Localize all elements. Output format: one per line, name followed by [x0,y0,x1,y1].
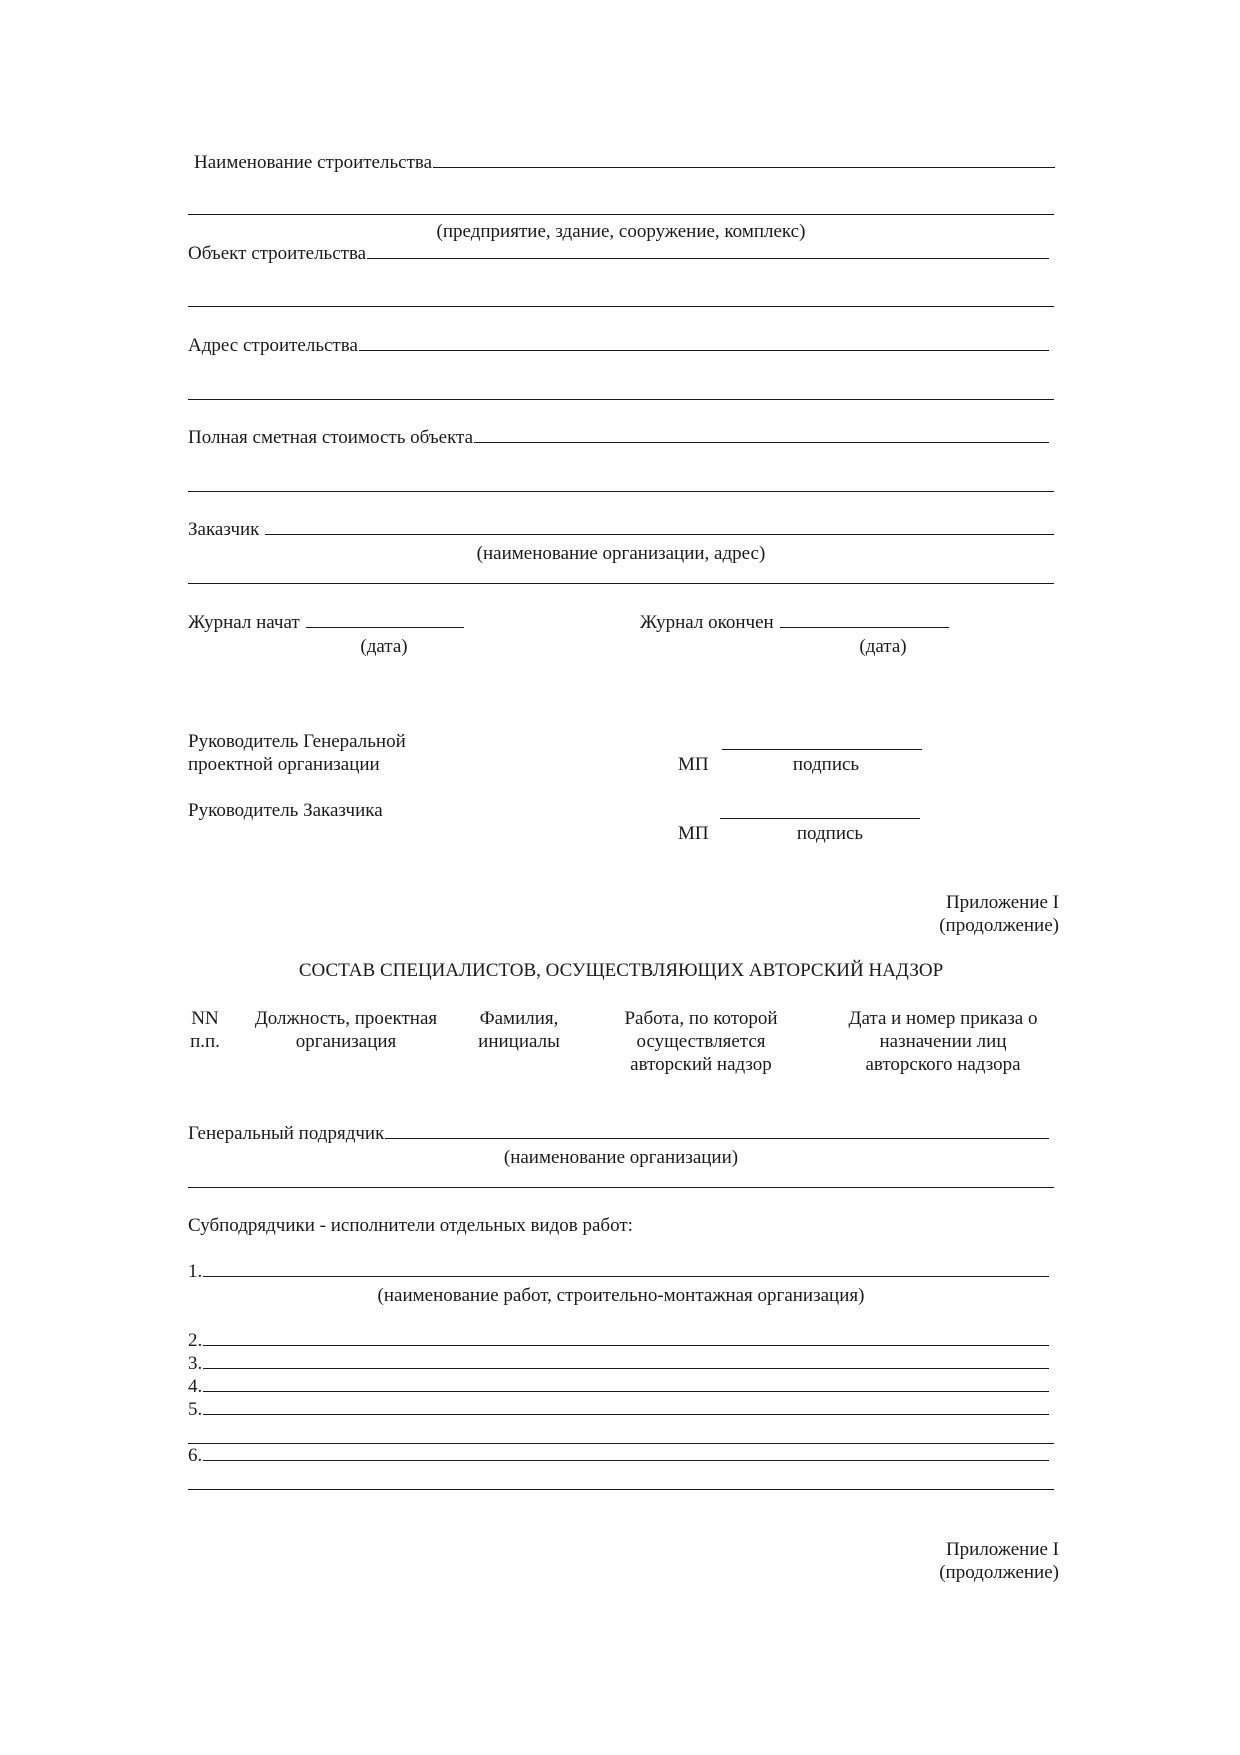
general-contractor-label: Генеральный подрядчик [188,1123,385,1144]
stamp-mark-2: МП [678,823,709,844]
subcontractor-number: 5. [188,1399,203,1420]
appendix-title-1: Приложение I [945,892,1059,913]
subcontractor-number: 4. [188,1376,203,1397]
appendix-subtitle-2: (продолжение) [939,1562,1059,1583]
column-header-line: Фамилия, [479,1008,559,1029]
estimate-label: Полная сметная стоимость объекта [188,427,474,448]
subcontractor-row-3 [188,1352,1049,1376]
address-field [188,334,1049,358]
general-contractor-line[interactable] [385,1138,1049,1139]
subcontractor-extra-line[interactable] [188,1489,1054,1490]
column-header-line: п.п. [190,1031,220,1052]
appendix-subtitle-1: (продолжение) [939,915,1059,936]
subcontractor-line[interactable] [203,1368,1049,1369]
signature-hint-2: подпись [796,823,864,844]
column-header-work [596,1007,806,1076]
column-header-number [182,1007,228,1053]
column-header-line: назначении лиц [879,1031,1007,1052]
object-label: Объект строительства [188,243,367,264]
specialists-heading: СОСТАВ СПЕЦИАЛИСТОВ, ОСУЩЕСТВЛЯЮЩИХ АВТОРСКИЙ НАДЗОР [298,960,944,981]
construction-name-line[interactable] [433,167,1055,168]
general-contractor-hint: (наименование организации) [503,1147,739,1168]
subcontractor-line[interactable] [203,1414,1049,1415]
object-line[interactable] [367,258,1049,259]
subcontractor-row-1 [188,1260,1049,1284]
address-line[interactable] [359,350,1049,351]
column-header-line: авторского надзора [865,1054,1021,1075]
subcontractor-number: 2. [188,1330,203,1351]
appendix-title-2: Приложение I [945,1539,1059,1560]
column-header-line: NN [191,1008,219,1029]
construction-name-label: Наименование строительства [194,152,433,173]
column-header-order [818,1007,1068,1076]
column-header-line: Работа, по которой [624,1008,778,1029]
general-contractor-line-2[interactable] [188,1187,1054,1188]
date-hint-left: (дата) [360,636,408,657]
column-header-line: Дата и номер приказа о [848,1008,1038,1029]
head-customer: Руководитель Заказчика [188,800,383,821]
construction-name-field [194,151,1055,175]
object-field [188,242,1049,266]
address-line-2[interactable] [188,399,1054,400]
signature-line-customer[interactable] [720,818,920,819]
journal-ended-line[interactable] [780,627,949,628]
subcontractor-number: 3. [188,1353,203,1374]
estimate-line-2[interactable] [188,491,1054,492]
subcontractor-row-5 [188,1398,1049,1422]
subcontractors-heading: Субподрядчики - исполнители отдельных видов работ: [188,1215,633,1236]
column-header-name [458,1007,580,1053]
customer-label: Заказчик [188,519,260,540]
customer-field [188,518,1054,542]
construction-name-line-2[interactable] [188,214,1054,215]
head-general-line1: Руководитель Генеральной [188,731,406,752]
customer-line[interactable] [265,534,1054,535]
journal-started-field [188,611,464,635]
subcontractor-line[interactable] [203,1391,1049,1392]
address-label: Адрес строительства [188,335,358,356]
signature-line-general[interactable] [722,749,922,750]
subcontractor-line[interactable] [203,1460,1049,1461]
subcontractor-row-2 [188,1329,1049,1353]
customer-line-2[interactable] [188,583,1054,584]
subcontractor-number: 6. [188,1445,203,1466]
stamp-mark-1: МП [678,754,709,775]
construction-name-hint: (предприятие, здание, сооружение, комплекс) [436,221,806,242]
head-general-line2: проектной организации [188,754,380,775]
general-contractor-field [188,1122,1049,1146]
subcontractor-row-4 [188,1375,1049,1399]
journal-ended-label: Журнал окончен [640,612,774,633]
customer-hint: (наименование организации, адрес) [476,543,766,564]
journal-started-label: Журнал начат [188,612,300,633]
date-hint-right: (дата) [859,636,907,657]
subcontractor-line[interactable] [203,1345,1049,1346]
column-header-line: авторский надзор [630,1054,772,1075]
object-line-2[interactable] [188,306,1054,307]
subcontractor-row-6 [188,1444,1049,1468]
column-header-line: организация [295,1031,397,1052]
journal-started-line[interactable] [306,627,464,628]
subcontractor-line[interactable] [203,1276,1049,1277]
journal-ended-field [640,611,949,635]
subcontractor-hint: (наименование работ, строительно-монтажная организация) [377,1285,865,1306]
estimate-field [188,426,1049,450]
column-header-line: осуществляется [636,1031,766,1052]
column-header-line: инициалы [478,1031,560,1052]
signature-hint-1: подпись [792,754,860,775]
column-header-position [236,1007,456,1053]
subcontractor-number: 1. [188,1261,203,1282]
estimate-line[interactable] [474,442,1049,443]
column-header-line: Должность, проектная [254,1008,438,1029]
